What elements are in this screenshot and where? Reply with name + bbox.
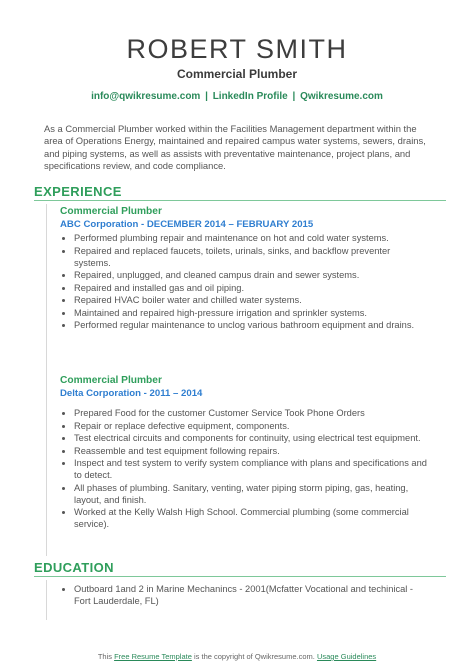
email-link[interactable]: info@qwikresume.com (91, 91, 201, 102)
experience-timeline-line (46, 204, 47, 556)
list-item: • Repaired and installed gas and oil piping. (74, 282, 429, 294)
education-heading: EDUCATION (34, 560, 114, 575)
list-item: • Inspect and test system to verify system compliance with plans and specifications and to detect. (74, 457, 429, 481)
education-timeline-line (46, 580, 47, 620)
list-item: • Repair or replace defective equipment, components. (74, 420, 429, 432)
usage-guidelines-link[interactable]: Usage Guidelines (316, 652, 377, 661)
experience-divider (34, 200, 446, 201)
list-item: • Outboard 1and 2 in Marine Mechanincs - 2001(Mcfatter Vocational and techinical - Fort Lauderdale, FL) (74, 583, 429, 607)
footer-copyright-text: is the copyright of Qwikresume.com. (193, 652, 315, 661)
list-item: • Test electrical circuits and components for continuity, using electrical test equipment. (74, 432, 429, 444)
list-item: • Maintained and repaired high-pressure irrigation and sprinkler systems. (74, 307, 429, 319)
contact-line (0, 91, 474, 102)
job-company-dates: Delta Corporation - 2011 – 2014 (60, 388, 203, 399)
candidate-title: Commercial Plumber (176, 67, 298, 81)
list-item: • Reassemble and test equipment following repairs. (74, 445, 429, 457)
list-item: • Repaired HVAC boiler water and chilled water systems. (74, 294, 429, 306)
list-item: • Performed regular maintenance to unclog various bathroom equipment and drains. (74, 319, 429, 331)
summary-paragraph: As a Commercial Plumber worked within the Facilities Management department within the area of Operations Energy, maintained and repaired campus water systems, sewers, drains, and piping systems, as well as assists with preventative maintenance, project plans, and specifications review, and code compliance. (44, 123, 426, 171)
job-title: Commercial Plumber (60, 375, 162, 386)
experience-heading: EXPERIENCE (34, 184, 122, 199)
job-title: Commercial Plumber (60, 206, 162, 217)
list-item: • Prepared Food for the customer Customer Service Took Phone Orders (74, 407, 429, 419)
job-company-dates: ABC Corporation - DECEMBER 2014 – FEBRUARY 2015 (60, 219, 314, 230)
list-item: • All phases of plumbing. Sanitary, venting, water piping storm piping, gas, heating, layout, and finish. (74, 482, 429, 506)
list-item: • Performed plumbing repair and maintenance on hot and cold water systems. (74, 232, 429, 244)
list-item: • Repaired, unplugged, and cleaned campus drain and sewer systems. (74, 269, 429, 281)
footer (0, 652, 474, 661)
contact-separator: | (205, 91, 208, 102)
free-resume-template-link[interactable]: Free Resume Template (114, 652, 192, 661)
candidate-name: ROBERT SMITH (126, 34, 348, 64)
job-bullet-list (60, 232, 429, 332)
contact-separator: | (292, 91, 296, 102)
education-list (60, 583, 429, 608)
linkedin-link[interactable]: LinkedIn Profile (212, 91, 288, 102)
website-link[interactable]: Qwikresume.com (300, 91, 383, 102)
education-divider (34, 576, 446, 577)
footer-prefix: This (97, 652, 112, 661)
list-item: • Worked at the Kelly Walsh High School. Commercial plumbing (some commercial service). (74, 506, 429, 530)
job-bullet-list (60, 407, 429, 531)
list-item: • Repaired and replaced faucets, toilets, urinals, sinks, and backflow preventer systems. (74, 245, 429, 269)
